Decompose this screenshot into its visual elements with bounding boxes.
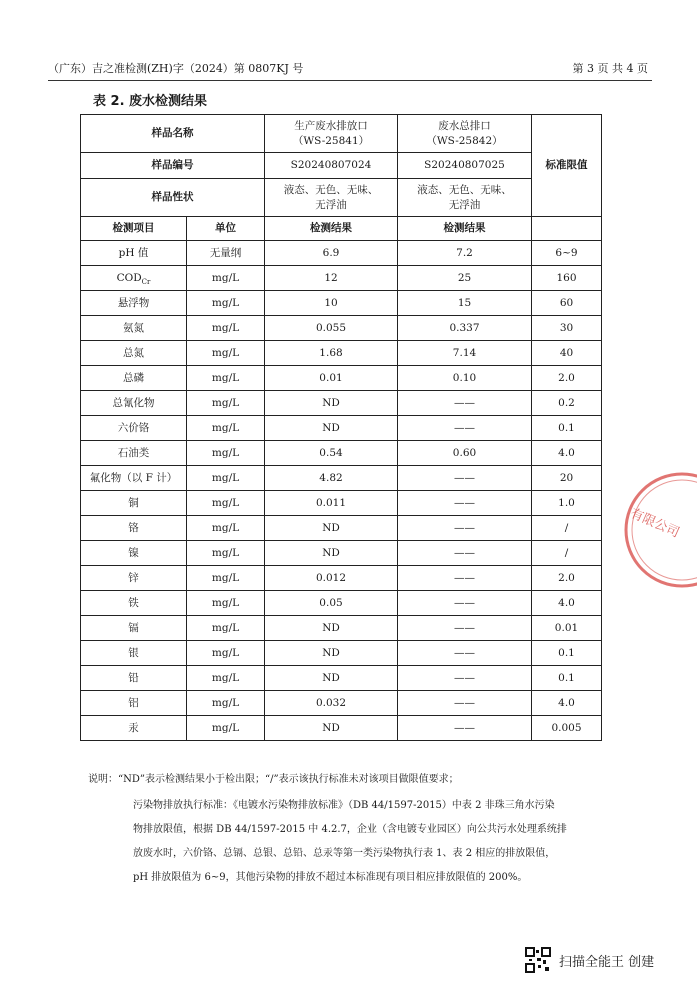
table-row xyxy=(81,316,602,341)
unit-cell: mg/L xyxy=(187,391,265,416)
limit-cell: 0.005 xyxy=(532,716,602,741)
limit-cell: / xyxy=(532,541,602,566)
unit-cell: mg/L xyxy=(187,641,265,666)
unit-cell: mg/L xyxy=(187,316,265,341)
unit-cell: mg/L xyxy=(187,266,265,291)
item-cell: 银 xyxy=(81,641,187,666)
sample-1-state: 液态、无色、无味、 无浮油 xyxy=(265,179,398,217)
report-header xyxy=(48,60,648,78)
result-1-cell: 0.055 xyxy=(265,316,398,341)
result-1-cell: ND xyxy=(265,641,398,666)
result-1-cell: 1.68 xyxy=(265,341,398,366)
limit-cell: 0.01 xyxy=(532,616,602,641)
qr-code-icon xyxy=(525,947,551,973)
column-header-row xyxy=(81,217,602,241)
result-2-header: 检测结果 xyxy=(398,217,532,241)
unit-cell: mg/L xyxy=(187,416,265,441)
result-2-cell: 0.10 xyxy=(398,366,532,391)
result-1-cell: ND xyxy=(265,516,398,541)
item-cell: 镉 xyxy=(81,616,187,641)
unit-cell: mg/L xyxy=(187,341,265,366)
unit-cell: mg/L xyxy=(187,591,265,616)
limit-cell: 60 xyxy=(532,291,602,316)
table-row xyxy=(81,466,602,491)
result-1-cell: ND xyxy=(265,416,398,441)
result-1-cell: ND xyxy=(265,716,398,741)
limit-cell: 4.0 xyxy=(532,441,602,466)
result-1-cell: 6.9 xyxy=(265,241,398,266)
result-2-cell: —— xyxy=(398,691,532,716)
limit-header-blank xyxy=(532,217,602,241)
table-row xyxy=(81,691,602,716)
table-row xyxy=(81,516,602,541)
limit-cell: 0.1 xyxy=(532,641,602,666)
result-1-cell: 0.012 xyxy=(265,566,398,591)
table-row xyxy=(81,591,602,616)
table-row xyxy=(81,291,602,316)
limit-cell: 1.0 xyxy=(532,491,602,516)
table-row xyxy=(81,666,602,691)
result-1-cell: ND xyxy=(265,616,398,641)
item-cell: 氨氮 xyxy=(81,316,187,341)
item-cell: 锌 xyxy=(81,566,187,591)
item-cell: $COD_{Cr}$ xyxy=(81,266,187,291)
item-cell: 总磷 xyxy=(81,366,187,391)
limit-cell: 40 xyxy=(532,341,602,366)
result-1-cell: ND xyxy=(265,391,398,416)
sample-1-id: S20240807024 xyxy=(265,153,398,179)
result-2-cell: —— xyxy=(398,666,532,691)
table-row xyxy=(81,566,602,591)
table-row xyxy=(81,716,602,741)
result-2-cell: 7.2 xyxy=(398,241,532,266)
sample-state-row xyxy=(81,179,602,217)
report-number: （广东）吉之准检测(ZH)字（2024）第 0807KJ 号 xyxy=(48,62,304,75)
table-row xyxy=(81,341,602,366)
note-standard xyxy=(133,794,613,890)
note-line: 污染物排放执行标准：《电镀水污染物排放标准》（DB 44/1597-2015）中表 2 非珠三角水污染 xyxy=(133,800,555,811)
note-line: 物排放限值，根据 DB 44/1597-2015 中 4.2.7，企业（含电镀专业园区）向公共污水处理系统排 xyxy=(133,824,567,835)
result-2-cell: —— xyxy=(398,566,532,591)
result-2-cell: 7.14 xyxy=(398,341,532,366)
unit-cell: mg/L xyxy=(187,291,265,316)
limit-cell: 30 xyxy=(532,316,602,341)
sample-state-label: 样品性状 xyxy=(81,179,265,217)
result-1-cell: 0.01 xyxy=(265,366,398,391)
unit-cell: 无量纲 xyxy=(187,241,265,266)
sample-id-label: 样品编号 xyxy=(81,153,265,179)
limit-cell: 0.2 xyxy=(532,391,602,416)
limit-cell: 2.0 xyxy=(532,366,602,391)
limit-cell: 4.0 xyxy=(532,591,602,616)
result-1-cell: ND xyxy=(265,541,398,566)
result-1-cell: 4.82 xyxy=(265,466,398,491)
sample-2-name: 废水总排口 （WS-25842） xyxy=(398,115,532,153)
item-cell: 铅 xyxy=(81,666,187,691)
unit-cell: mg/L xyxy=(187,716,265,741)
result-2-cell: —— xyxy=(398,491,532,516)
sample-name-label: 样品名称 xyxy=(81,115,265,153)
sample-2-id: S20240807025 xyxy=(398,153,532,179)
sample-id-row xyxy=(81,153,602,179)
table-row xyxy=(81,366,602,391)
unit-cell: mg/L xyxy=(187,666,265,691)
unit-cell: mg/L xyxy=(187,566,265,591)
table-row xyxy=(81,491,602,516)
result-1-cell: ND xyxy=(265,666,398,691)
table-row xyxy=(81,541,602,566)
result-1-header: 检测结果 xyxy=(265,217,398,241)
note-legend: 说明：“ND”表示检测结果小于检出限；“/”表示该执行标准未对该项目做限值要求； xyxy=(88,774,459,785)
item-cell: pH 值 xyxy=(81,241,187,266)
unit-cell: mg/L xyxy=(187,441,265,466)
sample-2-state: 液态、无色、无味、 无浮油 xyxy=(398,179,532,217)
result-2-cell: —— xyxy=(398,641,532,666)
unit-cell: mg/L xyxy=(187,691,265,716)
table-row xyxy=(81,266,602,291)
svg-text:有限公司: 有限公司 xyxy=(627,506,682,541)
unit-cell: mg/L xyxy=(187,491,265,516)
item-cell: 总氮 xyxy=(81,341,187,366)
result-2-cell: —— xyxy=(398,541,532,566)
result-2-cell: 15 xyxy=(398,291,532,316)
result-1-cell: 0.05 xyxy=(265,591,398,616)
result-2-cell: 0.337 xyxy=(398,316,532,341)
item-cell: 石油类 xyxy=(81,441,187,466)
limit-cell: 20 xyxy=(532,466,602,491)
unit-cell: mg/L xyxy=(187,366,265,391)
limit-cell: 6~9 xyxy=(532,241,602,266)
result-1-cell: 0.54 xyxy=(265,441,398,466)
unit-cell: mg/L xyxy=(187,541,265,566)
unit-header: 单位 xyxy=(187,217,265,241)
result-2-cell: 25 xyxy=(398,266,532,291)
table-row xyxy=(81,391,602,416)
result-2-cell: —— xyxy=(398,716,532,741)
limit-cell: 160 xyxy=(532,266,602,291)
item-cell: 汞 xyxy=(81,716,187,741)
company-seal-stamp xyxy=(620,465,697,595)
unit-cell: mg/L xyxy=(187,466,265,491)
item-header: 检测项目 xyxy=(81,217,187,241)
item-cell: 铁 xyxy=(81,591,187,616)
note-line: 放废水时，六价铬、总镉、总银、总铅、总汞等第一类污染物执行表 1、表 2 相应的排放限值， xyxy=(133,848,556,859)
table-title: 表 2. 废水检测结果 xyxy=(93,94,208,109)
result-1-cell: 12 xyxy=(265,266,398,291)
header-divider xyxy=(48,80,652,81)
page-info: 第 3 页 共 4 页 xyxy=(572,62,648,75)
wastewater-results-table xyxy=(80,114,602,741)
result-2-cell: —— xyxy=(398,591,532,616)
item-cell: 六价铬 xyxy=(81,416,187,441)
result-2-cell: —— xyxy=(398,516,532,541)
standard-limit-header: 标准限值 xyxy=(532,115,602,217)
result-2-cell: —— xyxy=(398,466,532,491)
item-cell: 铝 xyxy=(81,691,187,716)
scanner-label: 扫描全能王 创建 xyxy=(559,955,655,970)
limit-cell: 0.1 xyxy=(532,666,602,691)
limit-cell: 0.1 xyxy=(532,416,602,441)
item-cell: 铬 xyxy=(81,516,187,541)
item-cell: 悬浮物 xyxy=(81,291,187,316)
result-2-cell: 0.60 xyxy=(398,441,532,466)
table-row xyxy=(81,241,602,266)
unit-cell: mg/L xyxy=(187,616,265,641)
table-row xyxy=(81,641,602,666)
limit-cell: 2.0 xyxy=(532,566,602,591)
result-1-cell: 10 xyxy=(265,291,398,316)
limit-cell: 4.0 xyxy=(532,691,602,716)
result-1-cell: 0.011 xyxy=(265,491,398,516)
item-cell: 镍 xyxy=(81,541,187,566)
result-2-cell: —— xyxy=(398,416,532,441)
result-1-cell: 0.032 xyxy=(265,691,398,716)
result-2-cell: —— xyxy=(398,616,532,641)
table-row xyxy=(81,416,602,441)
unit-cell: mg/L xyxy=(187,516,265,541)
item-cell: 总氰化物 xyxy=(81,391,187,416)
sample-1-name: 生产废水排放口 （WS-25841） xyxy=(265,115,398,153)
sample-name-row xyxy=(81,115,602,153)
table-row xyxy=(81,616,602,641)
item-cell: 铜 xyxy=(81,491,187,516)
note-line: pH 排放限值为 6~9，其他污染物的排放不超过本标准现有项目相应排放限值的 200%。 xyxy=(133,872,528,883)
table-row xyxy=(81,441,602,466)
result-2-cell: —— xyxy=(398,391,532,416)
limit-cell: / xyxy=(532,516,602,541)
item-cell: 氟化物（以 F 计） xyxy=(81,466,187,491)
